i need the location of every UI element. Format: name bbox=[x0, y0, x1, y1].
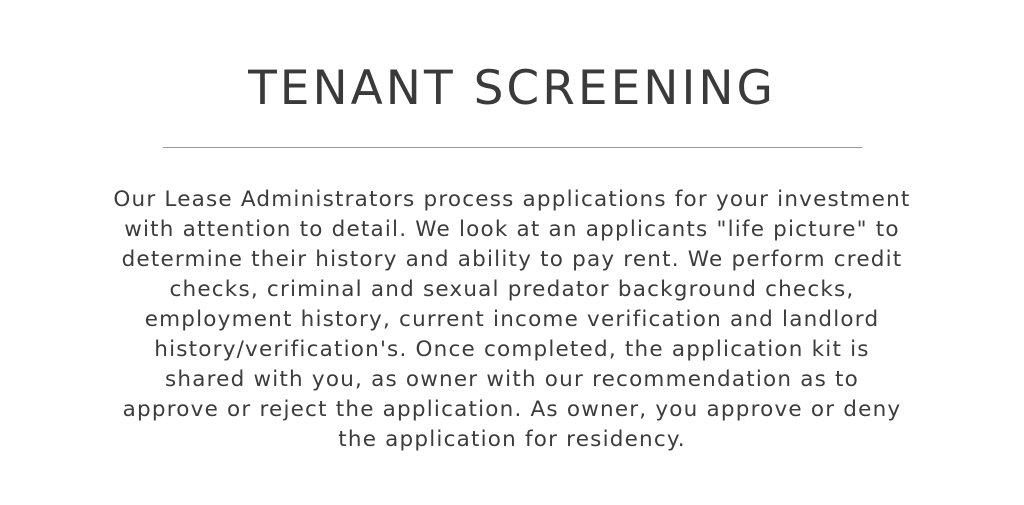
page-title: TENANT SCREENING bbox=[248, 61, 776, 116]
body-paragraph: Our Lease Administrators process applications for your investment with attention to detail. We look at an applicants "life picture" to determine their history and ability to pay rent. We perform credit checks, criminal and sexual predator background checks, employment history, current income verification and landlord history/verification's. Once completed, the application kit is shared with you, as owner with our recommendation as to approve or reject the application. As owner, you approve or deny the application for residency. bbox=[113, 187, 911, 452]
title-divider bbox=[163, 147, 862, 148]
